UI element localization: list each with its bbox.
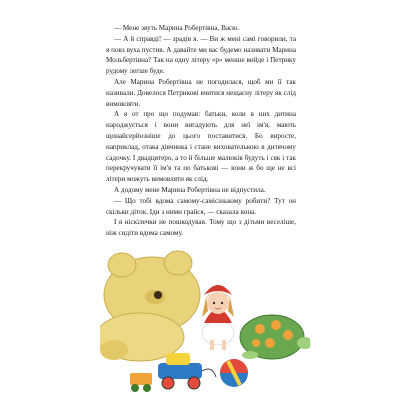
paragraph: Але Марина Робертівна не погодилася, щоб ми її так називали. Довелося Петрикові вчитися нещасну літеру як слід вимовляти. <box>106 77 296 108</box>
teddy-bear-image <box>100 251 200 361</box>
toy-car-image <box>158 353 216 389</box>
paragraph: — Мене звуть Марина Робертівна, Васю. <box>114 24 240 32</box>
paragraph: А я от про що подумав: батьки, коли в них дитина народжується і вони вигадують для неї ім'я, мають щонайсерйозніше до цього поставитися. Бо виросте, наприклад, отака дівчинка і стане вихователькою в дитячому садочку. І двадцятеро, а то й більше малюків будуть і сяк і так перекручувати її ім'я та по батькові — вони ж бо ще не всі літери можуть вимовляти як слід. <box>106 110 296 184</box>
story-text <box>106 23 296 239</box>
paragraph: І я ніскілечки не пошкодував. Тому що з дітьми веселіше, ніж сидіти вдома самому. <box>106 218 296 238</box>
paragraph: — А й справді! — зрадів я. — Ви ж мені самі говорили, та я повз вуха пустив. А давайте ми вас будемо називати Марина Мольбертівна? Так на одну літеру «р» менше вийде і Петрику рудому легше буде. <box>106 34 296 76</box>
toy-wagon-image <box>130 373 152 392</box>
toys-illustration <box>100 225 310 400</box>
paragraph: А додому мене Марина Робертівна не відпустила. <box>114 185 266 194</box>
turtle-image <box>240 315 310 359</box>
ball-image <box>220 359 248 387</box>
paragraph: — Що тобі вдома самому-самісінькому робити? Тут он скільки діток. Іди з ними грайся, — сказала вона. <box>106 196 296 216</box>
doll-image <box>202 285 234 350</box>
